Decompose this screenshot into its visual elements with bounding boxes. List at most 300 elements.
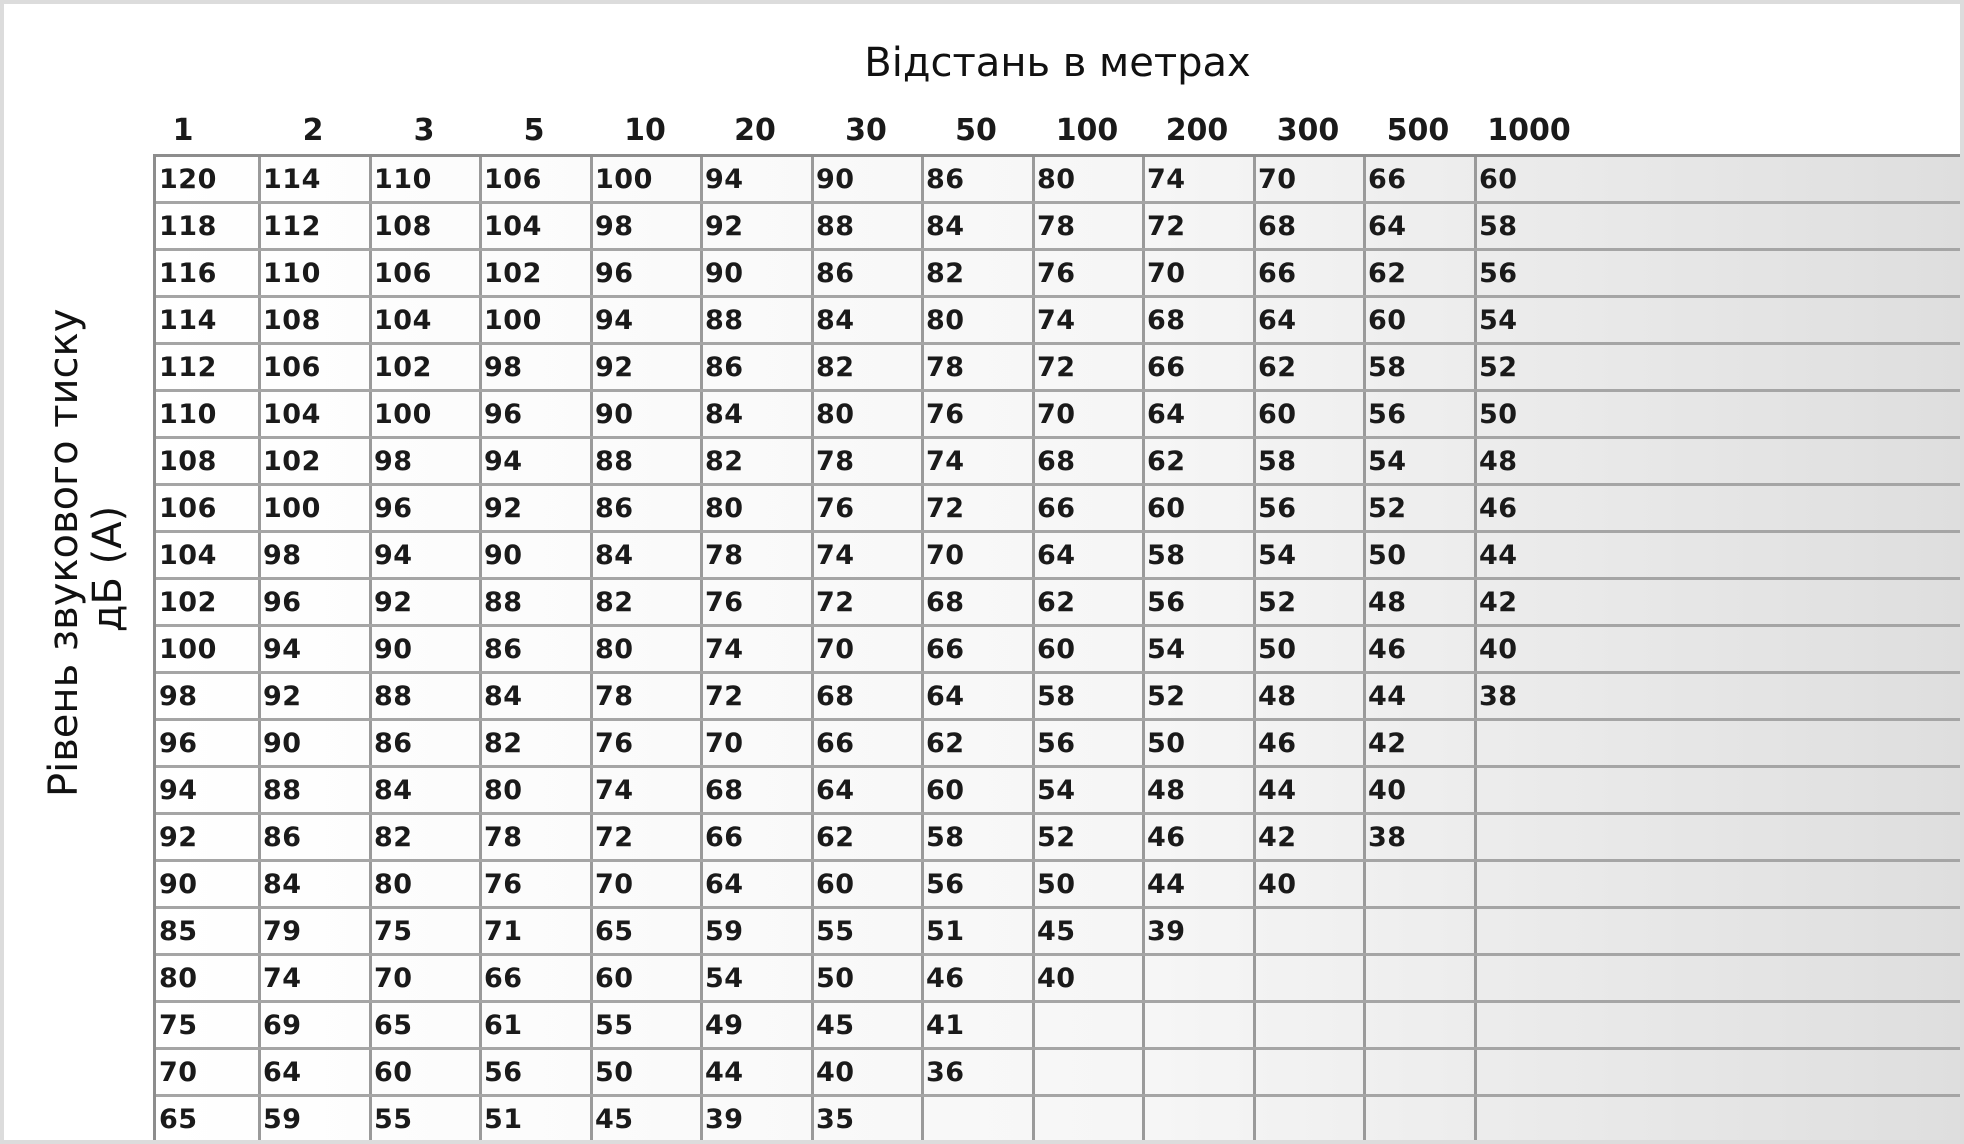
table-cell: 80 [1037, 164, 1076, 195]
table-cell: 108 [159, 446, 217, 477]
table-cell: 92 [159, 822, 198, 853]
table-row [156, 721, 1960, 768]
table-cell: 59 [705, 916, 744, 947]
table-cell: 46 [926, 963, 965, 994]
table-cell: 116 [159, 258, 217, 289]
table-cell: 76 [926, 399, 965, 430]
table-row [156, 1097, 1960, 1140]
table-cell: 70 [816, 634, 855, 665]
table-cell: 100 [263, 493, 321, 524]
distance-axis-title: Відстань в метрах [864, 40, 1251, 86]
distance-header-cell: 300 [1276, 113, 1340, 148]
table-cell: 100 [484, 305, 542, 336]
table-cell: 86 [595, 493, 634, 524]
table-cell: 56 [1258, 493, 1297, 524]
table-cell: 74 [705, 634, 744, 665]
table-cell: 72 [816, 587, 855, 618]
table-cell: 82 [926, 258, 965, 289]
table-cell: 55 [816, 916, 855, 947]
table-cell: 96 [374, 493, 413, 524]
table-cell: 106 [374, 258, 432, 289]
table-cell: 58 [1037, 681, 1076, 712]
table-cell: 52 [1258, 587, 1297, 618]
table-cell: 52 [1368, 493, 1407, 524]
table-cell: 49 [705, 1010, 744, 1041]
table-cell: 65 [374, 1010, 413, 1041]
table-cell: 48 [1479, 446, 1518, 477]
table-cell: 96 [484, 399, 523, 430]
table-cell: 92 [484, 493, 523, 524]
table-cell [1258, 956, 1362, 1000]
table-cell: 74 [263, 963, 302, 994]
table-cell [1479, 721, 1583, 765]
table-cell: 90 [159, 869, 198, 900]
distance-header-cell: 20 [734, 113, 776, 148]
table-cell: 60 [595, 963, 634, 994]
table-cell: 78 [1037, 211, 1076, 242]
table-cell: 108 [263, 305, 321, 336]
table-cell [1479, 956, 1583, 1000]
table-cell: 84 [926, 211, 965, 242]
table-cell: 51 [484, 1104, 523, 1135]
table-cell [1037, 1097, 1141, 1140]
table-cell: 45 [595, 1104, 634, 1135]
table-cell: 98 [263, 540, 302, 571]
table-cell: 64 [705, 869, 744, 900]
table-cell: 90 [374, 634, 413, 665]
table-cell: 98 [374, 446, 413, 477]
table-cell: 94 [374, 540, 413, 571]
table-cell: 60 [1037, 634, 1076, 665]
table-cell: 79 [263, 916, 302, 947]
table-cell: 74 [1037, 305, 1076, 336]
table-row [156, 580, 1960, 627]
table-cell: 80 [816, 399, 855, 430]
table-cell: 52 [1479, 352, 1518, 383]
table-cell: 60 [1147, 493, 1186, 524]
table-cell: 54 [1479, 305, 1518, 336]
table-row [156, 956, 1960, 1003]
table-cell: 52 [1037, 822, 1076, 853]
table-cell [1368, 862, 1472, 906]
table-cell: 64 [926, 681, 965, 712]
table-cell: 38 [1479, 681, 1518, 712]
table-cell: 102 [484, 258, 542, 289]
table-cell [1147, 1097, 1251, 1140]
pressure-axis-title-line2: дБ (А) [85, 505, 131, 633]
table-row [156, 815, 1960, 862]
table-cell [1037, 1003, 1141, 1047]
table-cell: 90 [816, 164, 855, 195]
table-cell: 76 [816, 493, 855, 524]
table-cell: 48 [1368, 587, 1407, 618]
table-cell: 64 [1258, 305, 1297, 336]
table-row [156, 674, 1960, 721]
table-row [156, 204, 1960, 251]
table-cell: 54 [1037, 775, 1076, 806]
table-row [156, 862, 1960, 909]
table-cell: 84 [263, 869, 302, 900]
table-cell: 68 [1258, 211, 1297, 242]
table-cell: 40 [816, 1057, 855, 1088]
table-cell [1368, 1003, 1472, 1047]
table-cell: 40 [1368, 775, 1407, 806]
table-cell: 90 [484, 540, 523, 571]
table-cell: 62 [926, 728, 965, 759]
table-cell: 58 [1147, 540, 1186, 571]
table-cell: 86 [705, 352, 744, 383]
table-cell [1479, 1003, 1583, 1047]
table-cell: 70 [159, 1057, 198, 1088]
table-cell [1258, 909, 1362, 953]
table-cell: 56 [1479, 258, 1518, 289]
table-cell: 44 [1258, 775, 1297, 806]
table-cell: 104 [159, 540, 217, 571]
table-cell: 56 [1368, 399, 1407, 430]
table-cell: 61 [484, 1010, 523, 1041]
table-cell: 94 [705, 164, 744, 195]
table-cell: 48 [1258, 681, 1297, 712]
distance-header-cell: 30 [845, 113, 887, 148]
table-row [156, 392, 1960, 439]
table-cell: 50 [1037, 869, 1076, 900]
table-cell: 41 [926, 1010, 965, 1041]
table-cell [1147, 956, 1251, 1000]
table-cell: 118 [159, 211, 217, 242]
table-cell: 74 [1147, 164, 1186, 195]
table-cell: 88 [816, 211, 855, 242]
table-cell: 86 [816, 258, 855, 289]
table-cell [1147, 1050, 1251, 1094]
table-cell: 92 [595, 352, 634, 383]
table-cell: 94 [159, 775, 198, 806]
table-cell: 92 [374, 587, 413, 618]
table-cell: 66 [1147, 352, 1186, 383]
distance-header-cell: 200 [1165, 113, 1229, 148]
table-cell: 80 [159, 963, 198, 994]
table-cell [1479, 862, 1583, 906]
table-cell [1258, 1097, 1362, 1140]
table-cell: 90 [595, 399, 634, 430]
table-cell: 66 [705, 822, 744, 853]
table-cell: 80 [374, 869, 413, 900]
table-cell: 50 [1368, 540, 1407, 571]
table-cell: 86 [263, 822, 302, 853]
table-cell: 102 [374, 352, 432, 383]
table-cell: 104 [374, 305, 432, 336]
table-cell: 78 [816, 446, 855, 477]
table-cell: 80 [926, 305, 965, 336]
table-cell: 50 [1479, 399, 1518, 430]
table-cell: 59 [263, 1104, 302, 1135]
table-cell: 96 [595, 258, 634, 289]
table-cell: 88 [705, 305, 744, 336]
table-row [156, 768, 1960, 815]
table-cell: 85 [159, 916, 198, 947]
table-cell: 46 [1368, 634, 1407, 665]
table-cell: 66 [1258, 258, 1297, 289]
table-cell: 74 [926, 446, 965, 477]
table-cell: 100 [374, 399, 432, 430]
table-cell: 112 [159, 352, 217, 383]
table-cell: 68 [926, 587, 965, 618]
table-cell: 62 [1037, 587, 1076, 618]
table-cell: 80 [705, 493, 744, 524]
table-cell: 60 [374, 1057, 413, 1088]
table-cell: 114 [159, 305, 217, 336]
table-cell: 66 [926, 634, 965, 665]
table-cell: 60 [1479, 164, 1518, 195]
table-cell: 58 [1258, 446, 1297, 477]
table-cell: 54 [1258, 540, 1297, 571]
table-cell: 102 [159, 587, 217, 618]
table-cell: 78 [705, 540, 744, 571]
table-cell [1258, 1050, 1362, 1094]
distance-header-cell: 1 [172, 113, 194, 148]
table-cell: 62 [1147, 446, 1186, 477]
table-row [156, 345, 1960, 392]
table-cell: 78 [484, 822, 523, 853]
table-cell: 40 [1258, 869, 1297, 900]
table-cell: 98 [484, 352, 523, 383]
table-cell [1479, 815, 1583, 859]
table-cell: 70 [1037, 399, 1076, 430]
table-cell: 66 [1368, 164, 1407, 195]
table-cell: 100 [595, 164, 653, 195]
pressure-axis-title-line1: Рівень звукового тиску [41, 308, 87, 797]
table-cell: 50 [1147, 728, 1186, 759]
table-cell [1368, 909, 1472, 953]
table-cell: 98 [595, 211, 634, 242]
table-cell: 80 [484, 775, 523, 806]
table-cell: 78 [595, 681, 634, 712]
table-cell: 60 [1368, 305, 1407, 336]
table-cell: 74 [816, 540, 855, 571]
table-cell: 74 [595, 775, 634, 806]
table-cell: 39 [705, 1104, 744, 1135]
table-cell: 44 [705, 1057, 744, 1088]
table-cell: 100 [159, 634, 217, 665]
table-cell: 54 [1368, 446, 1407, 477]
table-cell: 75 [159, 1010, 198, 1041]
distance-header-cell: 100 [1055, 113, 1119, 148]
table-cell: 94 [484, 446, 523, 477]
table-cell: 71 [484, 916, 523, 947]
table-cell: 70 [705, 728, 744, 759]
table-cell: 88 [374, 681, 413, 712]
table-cell: 90 [705, 258, 744, 289]
table-cell: 51 [926, 916, 965, 947]
table-cell: 84 [484, 681, 523, 712]
table-cell: 86 [374, 728, 413, 759]
page [4, 4, 1960, 1140]
table-cell: 72 [1147, 211, 1186, 242]
distance-header-cell: 3 [413, 113, 435, 148]
table-cell [1258, 1003, 1362, 1047]
table-cell: 106 [159, 493, 217, 524]
table-cell: 72 [705, 681, 744, 712]
table-cell: 60 [816, 869, 855, 900]
table-cell: 70 [374, 963, 413, 994]
table-cell: 55 [595, 1010, 634, 1041]
table-cell: 68 [1037, 446, 1076, 477]
table-cell: 88 [595, 446, 634, 477]
table-cell: 80 [595, 634, 634, 665]
table-cell: 46 [1147, 822, 1186, 853]
table-cell: 86 [484, 634, 523, 665]
table-cell: 90 [263, 728, 302, 759]
table-cell: 50 [595, 1057, 634, 1088]
table-cell: 45 [1037, 916, 1076, 947]
table-cell [1479, 1097, 1583, 1140]
table-cell: 60 [1258, 399, 1297, 430]
table-cell: 82 [595, 587, 634, 618]
table-cell: 58 [1479, 211, 1518, 242]
table-cell: 92 [705, 211, 744, 242]
table-cell: 60 [926, 775, 965, 806]
table-cell: 56 [1147, 587, 1186, 618]
table-cell: 76 [484, 869, 523, 900]
table-cell: 65 [595, 916, 634, 947]
table-cell: 39 [1147, 916, 1186, 947]
table-cell: 64 [263, 1057, 302, 1088]
table-cell: 96 [159, 728, 198, 759]
table-cell: 46 [1258, 728, 1297, 759]
table-cell [1368, 1050, 1472, 1094]
distance-header-cell: 10 [624, 113, 666, 148]
table-cell: 70 [1147, 258, 1186, 289]
distance-header-cell: 500 [1386, 113, 1450, 148]
table-cell: 104 [484, 211, 542, 242]
table-row [156, 1050, 1960, 1097]
table-cell: 120 [159, 164, 217, 195]
table-cell: 82 [374, 822, 413, 853]
distance-header-cell: 50 [955, 113, 997, 148]
table-cell: 52 [1147, 681, 1186, 712]
table-cell: 42 [1258, 822, 1297, 853]
table-row [156, 627, 1960, 674]
table-cell: 58 [1368, 352, 1407, 383]
table-cell: 98 [159, 681, 198, 712]
table-cell: 44 [1368, 681, 1407, 712]
table-cell [1479, 909, 1583, 953]
table-cell [1479, 1050, 1583, 1094]
table-cell: 70 [1258, 164, 1297, 195]
table-cell: 62 [816, 822, 855, 853]
table-cell: 84 [595, 540, 634, 571]
table-cell: 35 [816, 1104, 855, 1135]
table-cell: 82 [705, 446, 744, 477]
table-cell: 96 [263, 587, 302, 618]
table-row [156, 486, 1960, 533]
table-cell: 82 [484, 728, 523, 759]
table-cell: 56 [484, 1057, 523, 1088]
table-row [156, 298, 1960, 345]
table-cell [1037, 1050, 1141, 1094]
table-cell: 64 [816, 775, 855, 806]
table-cell: 108 [374, 211, 432, 242]
table-cell: 110 [263, 258, 321, 289]
table-cell: 84 [816, 305, 855, 336]
table-cell: 68 [1147, 305, 1186, 336]
table-cell: 36 [926, 1057, 965, 1088]
table-cell: 110 [159, 399, 217, 430]
table-cell: 94 [263, 634, 302, 665]
table-cell: 70 [926, 540, 965, 571]
table-cell: 70 [595, 869, 634, 900]
table-cell [1147, 1003, 1251, 1047]
table-row [156, 909, 1960, 956]
table-cell: 72 [1037, 352, 1076, 383]
table-cell: 69 [263, 1010, 302, 1041]
table-cell: 54 [705, 963, 744, 994]
table-cell [1368, 956, 1472, 1000]
table-row [156, 1003, 1960, 1050]
table-cell: 78 [926, 352, 965, 383]
table-cell: 44 [1147, 869, 1186, 900]
table-row [156, 533, 1960, 580]
table-cell: 110 [374, 164, 432, 195]
table-cell: 86 [926, 164, 965, 195]
table-cell: 72 [926, 493, 965, 524]
table-cell: 102 [263, 446, 321, 477]
table-cell: 76 [595, 728, 634, 759]
table-cell: 75 [374, 916, 413, 947]
table-cell: 65 [159, 1104, 198, 1135]
table-cell: 64 [1368, 211, 1407, 242]
table-cell: 48 [1147, 775, 1186, 806]
table-cell: 56 [926, 869, 965, 900]
table-cell: 56 [1037, 728, 1076, 759]
table-cell: 88 [263, 775, 302, 806]
table-cell: 66 [1037, 493, 1076, 524]
table-cell: 114 [263, 164, 321, 195]
table-cell: 54 [1147, 634, 1186, 665]
table-cell: 82 [816, 352, 855, 383]
table-cell: 92 [263, 681, 302, 712]
table-cell: 84 [374, 775, 413, 806]
table-cell: 104 [263, 399, 321, 430]
table-cell: 64 [1037, 540, 1076, 571]
table-row [156, 439, 1960, 486]
table-cell: 76 [1037, 258, 1076, 289]
table-cell: 42 [1368, 728, 1407, 759]
table-cell: 64 [1147, 399, 1186, 430]
table-cell: 50 [1258, 634, 1297, 665]
distance-header-cell: 5 [523, 113, 545, 148]
table-row [156, 251, 1960, 298]
table-cell: 94 [595, 305, 634, 336]
table-cell: 72 [595, 822, 634, 853]
table-cell: 40 [1479, 634, 1518, 665]
table-cell: 58 [926, 822, 965, 853]
table-cell: 68 [816, 681, 855, 712]
table-cell: 66 [816, 728, 855, 759]
table-cell [926, 1097, 1030, 1140]
table-cell: 40 [1037, 963, 1076, 994]
table-cell: 66 [484, 963, 523, 994]
table-cell: 45 [816, 1010, 855, 1041]
table-cell: 44 [1479, 540, 1518, 571]
table-cell: 62 [1368, 258, 1407, 289]
table-cell: 68 [705, 775, 744, 806]
table-cell: 46 [1479, 493, 1518, 524]
table-cell: 84 [705, 399, 744, 430]
table-cell: 106 [484, 164, 542, 195]
distance-header-cell: 2 [302, 113, 324, 148]
sound-pressure-table [153, 154, 1960, 1140]
table-cell: 55 [374, 1104, 413, 1135]
